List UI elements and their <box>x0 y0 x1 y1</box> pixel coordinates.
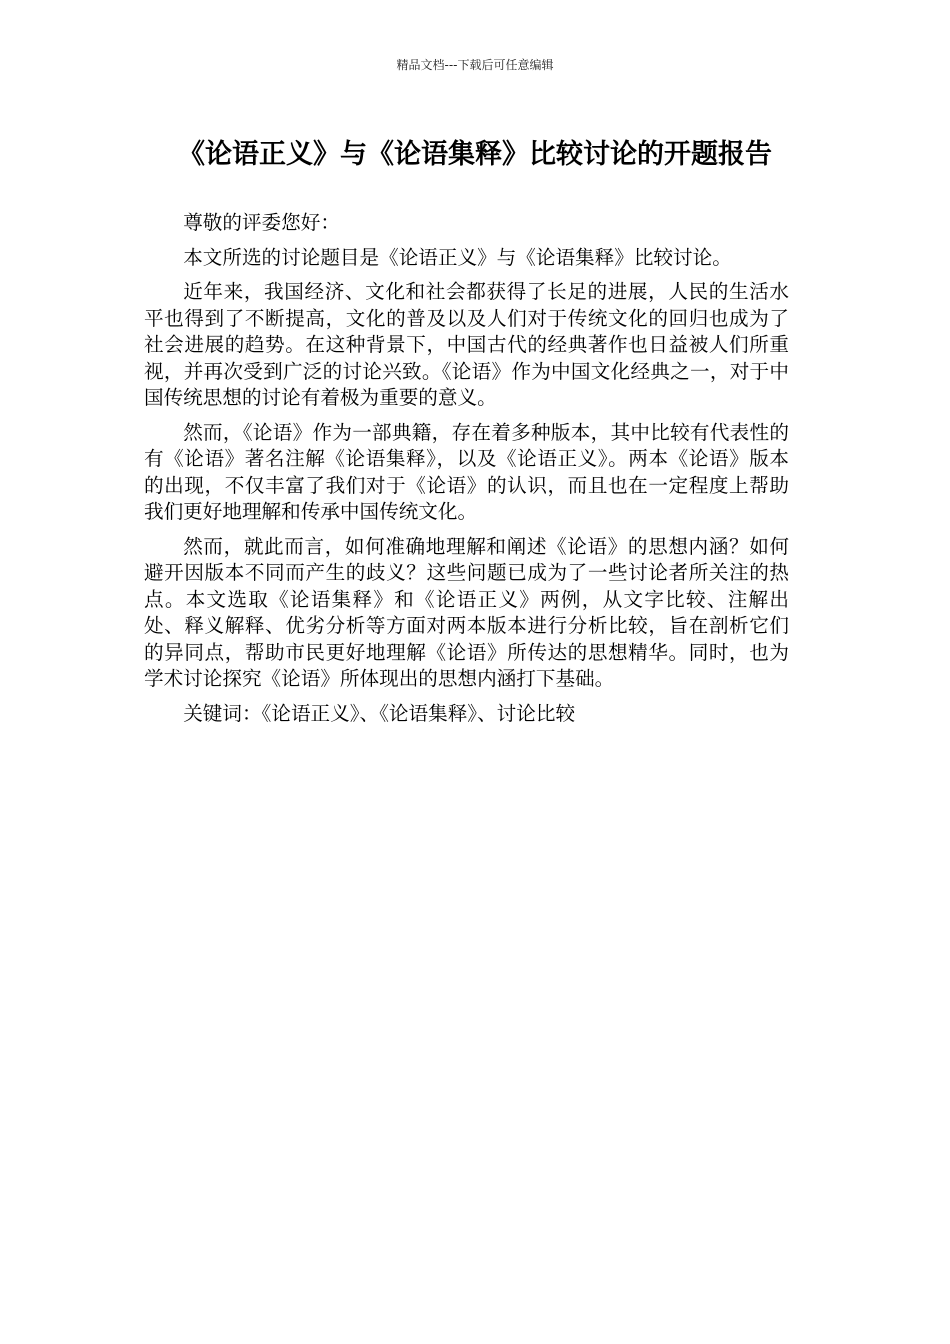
salutation-paragraph: 尊敬的评委您好： <box>183 211 340 234</box>
versions-paragraph: 然而，《论语》作为一部典籍，存在着多种版本，其中比较有代表性的有《论语》著名注解《论语集释》，以及《论语正义》。两本《论语》版本的出现，不仅丰富了我们对于《论语》的认识，而且也在一定程度上帮助我们更好地理解和传承中国传统文化。 <box>144 420 789 523</box>
topic-paragraph: 本文所选的讨论题目是《论语正义》与《论语集释》比较讨论。 <box>183 245 732 269</box>
document-title: 《论语正义》与《论语集释》比较讨论的开题报告 <box>178 139 772 170</box>
document-body <box>144 210 789 735</box>
page-header-watermark: 精品文档---下载后可任意编辑 <box>396 58 554 72</box>
research-question-paragraph: 然而，就此而言，如何准确地理解和阐述《论语》的思想内涵？如何避开因版本不同而产生的歧义？这些问题已成为了一些讨论者所关注的热点。本文选取《论语集释》和《论语正义》两例，从文字比较、注解出处、释义解释、优劣分析等方面对两本版本进行分析比较，旨在剖析它们的异同点，帮助市民更好地理解《论语》所传达的思想精华。同时，也为学术讨论探究《论语》所体现出的思想内涵打下基础。 <box>144 534 789 690</box>
keywords-paragraph: 关键词：《论语正义》、《论语集释》、讨论比较 <box>183 701 576 725</box>
background-paragraph: 近年来，我国经济、文化和社会都获得了长足的进展，人民的生活水平也得到了不断提高，文化的普及以及人们对于传统文化的回归也成为了社会进展的趋势。在这种背景下，中国古代的经典著作也日益被人们所重视，并再次受到广泛的讨论兴致。《论语》作为中国文化经典之一，对于中国传统思想的讨论有着极为重要的意义。 <box>144 280 789 409</box>
